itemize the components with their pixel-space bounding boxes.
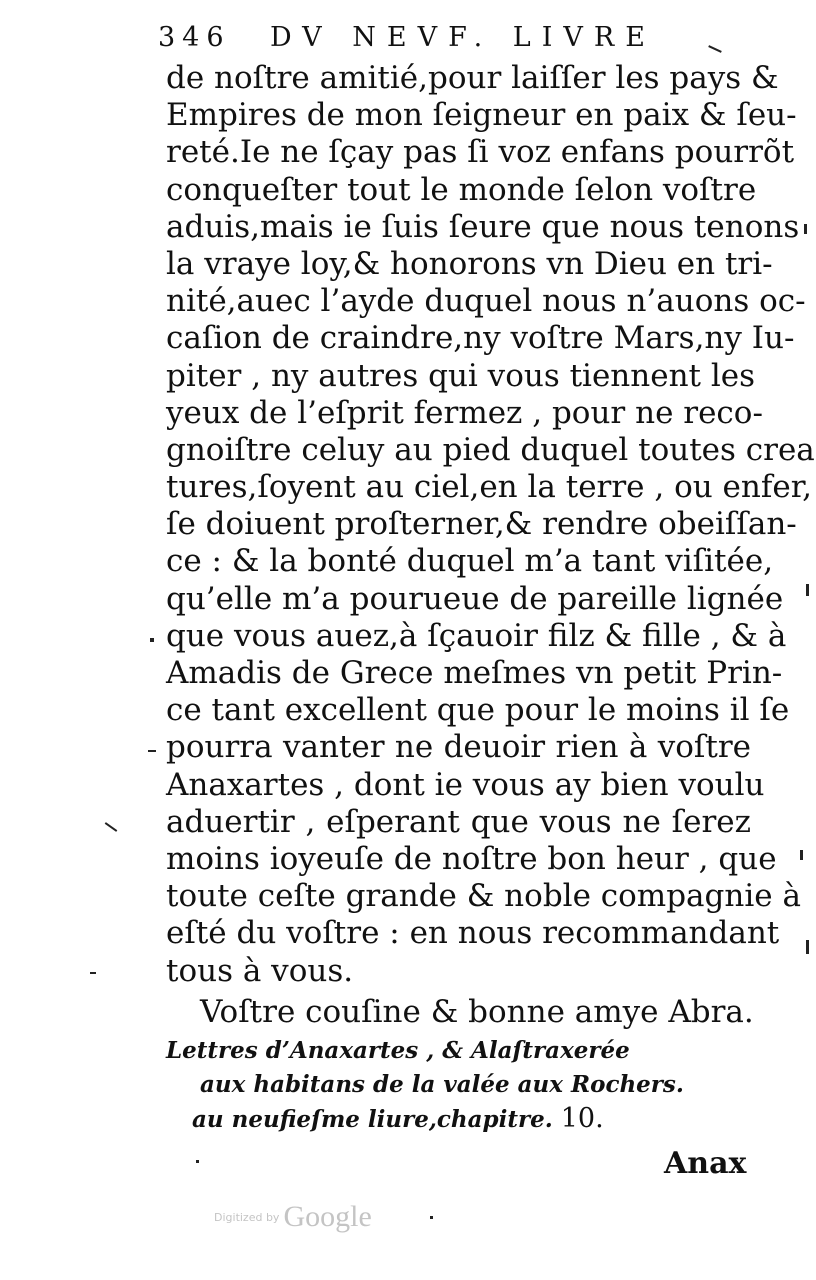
text-line: ſe doiuent proſterner,& rendre obeiſſan- (166, 506, 797, 543)
text-line: toute ceſte grande & noble compagnie à (166, 878, 801, 915)
scan-mark (196, 1160, 199, 1163)
running-title: DV NEVF. LIVRE (270, 22, 656, 53)
text-line: moins ioyeuſe de noſtre bon heur , que (166, 840, 777, 877)
scan-mark (148, 750, 156, 752)
heading-line-2: aux habitans de la valée aux Rochers. (200, 1071, 684, 1098)
scan-mark (806, 584, 809, 596)
text-line: la vraye loy,& honorons vn Dieu en tri- (166, 245, 773, 282)
page-header (158, 20, 758, 60)
letter-signature: Voſtre couſine & bonne amye Abra. (200, 994, 754, 1030)
text-line: Anaxartes , dont ie vous ay bien voulu (166, 766, 765, 803)
text-line: ce : & la bonté duquel m’a tant viſitée, (166, 543, 774, 580)
text-line: tous à vous. (166, 952, 354, 989)
text-line: tures,ſoyent au ciel,en la terre , ou enfer, (166, 469, 812, 506)
watermark-prefix: Digitized by (214, 1210, 280, 1224)
text-line: que vous auez,à ſçauoir filz & fille , & à (166, 617, 787, 654)
scan-mark (800, 850, 803, 860)
text-line: ce tant excellent que pour le moins il ſe (166, 692, 790, 729)
text-line: caſion de craindre,ny voſtre Mars,ny Iu- (166, 320, 795, 357)
text-line: gnoiſtre celuy au pied duquel toutes crea (166, 431, 815, 468)
google-logo: Google (283, 1200, 372, 1233)
text-line: conqueſter tout le monde ſelon voſtre (166, 171, 757, 208)
text-line: nité,auec l’ayde duquel nous n’auons oc- (166, 283, 806, 320)
text-line: reté.Ie ne ſçay pas ſi voz enfans pourrõt (166, 134, 795, 171)
section-heading (166, 1034, 746, 1137)
scan-mark (806, 940, 809, 954)
digitized-watermark (214, 1200, 372, 1234)
chapter-number: 10. (560, 1103, 604, 1134)
text-line: piter , ny autres qui vous tiennent les (166, 357, 756, 394)
scan-mark (90, 972, 96, 974)
letter-body (166, 60, 815, 990)
scan-mark (105, 822, 118, 832)
page-number: 346 (158, 22, 231, 53)
text-line: aduis,mais ie ſuis ſeure que nous tenons (166, 208, 800, 245)
scan-mark (430, 1216, 433, 1219)
catchword: Anax (664, 1146, 747, 1181)
scan-mark (150, 638, 154, 642)
text-line: eſté du voſtre : en nous recommandant (166, 915, 780, 952)
text-line: qu’elle m’a pourueue de pareille lignée (166, 580, 784, 617)
heading-line-3 (166, 1102, 746, 1137)
heading-line-3-text: au neufieſme liure,chapitre. (192, 1106, 553, 1133)
text-line: pourra vanter ne deuoir rien à voſtre (166, 729, 751, 766)
text-line: yeux de l’eſprit fermez , pour ne reco- (166, 394, 763, 431)
heading-line-1: Lettres d’Anaxartes , & Alaſtraxerée (166, 1037, 630, 1064)
text-line: aduertir , eſperant que vous ne ſerez (166, 803, 751, 840)
text-line: Empires de mon ſeigneur en paix & ſeu- (166, 97, 797, 134)
scan-mark (804, 224, 807, 234)
text-line: Amadis de Grece meſmes vn petit Prin- (166, 655, 783, 691)
text-line: de noſtre amitié,pour laiſſer les pays & (166, 60, 779, 96)
